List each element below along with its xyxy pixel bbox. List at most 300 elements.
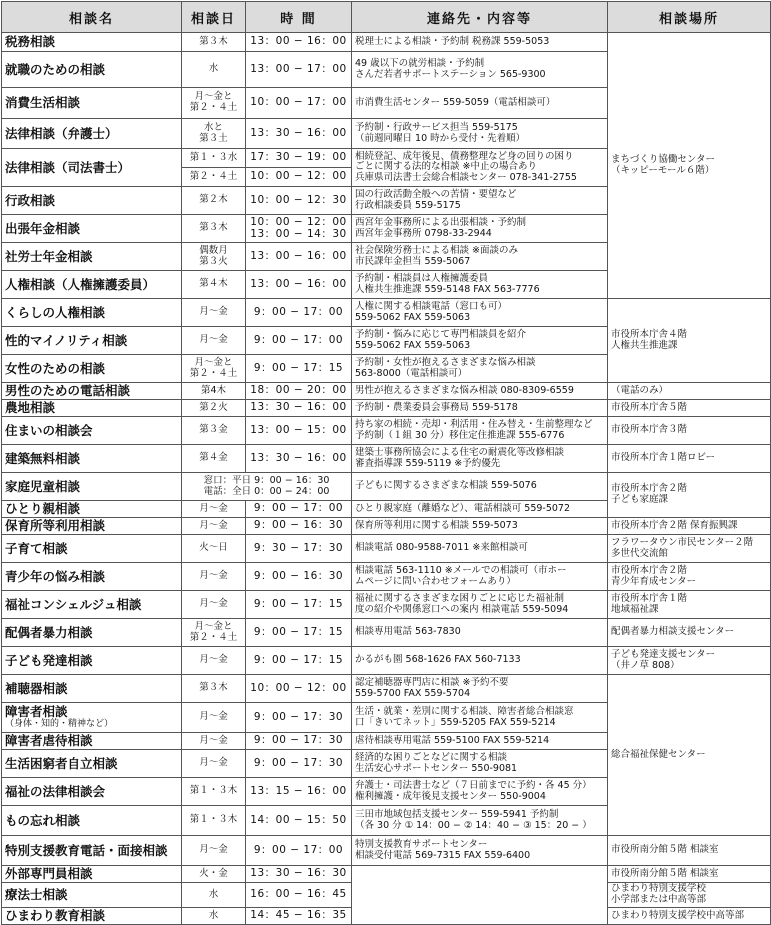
consultation-time xyxy=(246,168,352,187)
text-line: 三田市地域包括支援センター 559-5941 予約制 xyxy=(355,808,559,820)
consultation-day xyxy=(182,33,246,52)
consultation-name xyxy=(2,445,182,473)
consultation-name-text: 建築無料相談 xyxy=(5,450,81,466)
consultation-time xyxy=(246,327,352,355)
consultation-place xyxy=(608,400,771,417)
table-row xyxy=(2,417,771,445)
consultation-time xyxy=(246,778,352,806)
text-line: 火・金 xyxy=(199,867,228,879)
consultation-day xyxy=(182,675,246,703)
consultation-contact xyxy=(352,733,608,750)
table-row xyxy=(2,33,771,52)
consultation-time xyxy=(246,445,352,473)
consultation-contact xyxy=(352,271,608,299)
consultation-day xyxy=(182,355,246,383)
consultation-contact xyxy=(352,327,608,355)
consultation-contact xyxy=(352,417,608,445)
text-line: 人権共生推進課 xyxy=(611,339,678,351)
text-line: （電話のみ） xyxy=(611,384,669,396)
text-line: 水 xyxy=(208,909,219,921)
text-line: 13：00 − 16：00 xyxy=(250,277,347,290)
consultation-table xyxy=(1,1,771,925)
text-line: 相談専用電話 563-7830 xyxy=(355,626,461,638)
consultation-day xyxy=(182,703,246,733)
consultation-place xyxy=(608,675,771,836)
consultation-contact xyxy=(352,703,608,733)
table-row xyxy=(2,473,771,501)
consultation-name xyxy=(2,271,182,299)
table-row xyxy=(2,445,771,473)
table-row xyxy=(2,836,771,866)
text-line: 予約制・行政サービス担当 559-5175 xyxy=(355,121,518,133)
consultation-name-text: 法律相談（弁護士） xyxy=(5,125,118,141)
text-line: 13：30 − 16：00 xyxy=(250,401,347,414)
text-line: 559-5062 FAX 559-5063 xyxy=(355,339,471,351)
text-line: 第２木 xyxy=(199,194,228,206)
consultation-name-text: 出張年金相談 xyxy=(5,220,81,236)
consultation-name xyxy=(2,473,182,501)
text-line: 第３火 xyxy=(199,255,228,267)
consultation-contact xyxy=(352,535,608,563)
text-line: 月〜金と xyxy=(194,91,233,103)
table-row xyxy=(2,675,771,703)
consultation-time xyxy=(246,836,352,866)
text-line: 建築士事務所協会による住宅の耐震化等改修相談 xyxy=(355,446,565,458)
text-line: 度の紹介や関係窓口への案内 相談電話 559-5094 xyxy=(355,603,569,615)
consultation-time xyxy=(246,908,352,925)
consultation-day xyxy=(182,168,246,187)
consultation-place xyxy=(608,883,771,908)
consultation-name-text: 福祉コンシェルジュ相談 xyxy=(5,596,142,612)
header-day: 相談日 xyxy=(182,2,246,33)
consultation-day xyxy=(182,417,246,445)
consultation-day xyxy=(182,501,246,518)
consultation-name xyxy=(2,703,182,733)
consultation-name-note: （身体・知的・精神など） xyxy=(5,719,114,730)
text-line: 子ども発達支援センター xyxy=(611,648,716,660)
consultation-day xyxy=(182,647,246,675)
text-line: 西宮年金事務所 0798-33-2944 xyxy=(355,227,492,239)
text-line: 第４木 xyxy=(199,278,228,290)
consultation-day xyxy=(182,883,246,908)
consultation-time xyxy=(246,355,352,383)
consultation-contact xyxy=(352,675,608,703)
text-line: 9：00 − 17：00 xyxy=(253,502,344,515)
text-line: 月〜金 xyxy=(199,844,228,856)
text-line: 人権共生推進課 559-5148 FAX 563-7776 xyxy=(355,283,540,295)
consultation-day xyxy=(182,866,246,883)
consultation-name xyxy=(2,836,182,866)
consultation-name xyxy=(2,750,182,778)
text-line: 予約制・女性が抱えるさまざまな悩み相談 xyxy=(355,356,536,368)
text-line: 第３木 xyxy=(199,35,228,47)
text-line: まちづくり協働センター xyxy=(611,153,716,165)
consultation-contact xyxy=(352,866,608,925)
consultation-contact xyxy=(352,501,608,518)
consultation-time xyxy=(246,383,352,400)
text-line: 子ども家庭課 xyxy=(611,494,669,505)
consultation-name-text: ひまわり教育相談 xyxy=(5,908,106,923)
consultation-day xyxy=(182,52,246,88)
consultation-name-text: 青少年の悩み相談 xyxy=(5,568,106,584)
consultation-place xyxy=(608,473,771,518)
text-line: 偶数月 xyxy=(199,244,228,256)
consultation-name-text: もの忘れ相談 xyxy=(5,812,81,828)
consultation-time xyxy=(246,88,352,119)
consultation-day xyxy=(182,187,246,215)
text-line: 13：30 − 16：00 xyxy=(250,451,347,464)
consultation-day xyxy=(182,836,246,866)
text-line: 配偶者暴力相談支援センター xyxy=(611,626,735,638)
text-line: 権利擁護・成年後見支援センター 550-9004 xyxy=(355,790,546,802)
text-line: 水 xyxy=(208,888,219,900)
text-line: 13：00 − 17：00 xyxy=(250,62,347,75)
text-line: 予約制・悩みに応じて専門相談員を紹介 xyxy=(355,328,527,340)
table-row xyxy=(2,866,771,883)
text-line: 10：00 − 12：30 xyxy=(250,193,347,206)
consultation-contact xyxy=(352,187,608,215)
consultation-time xyxy=(246,750,352,778)
text-line: 9：00 − 17：15 xyxy=(253,625,344,638)
consultation-day xyxy=(182,563,246,591)
text-line: 電話：全日 0：00 − 24：00 xyxy=(203,485,330,497)
consultation-day xyxy=(182,806,246,836)
text-line: 月〜金と xyxy=(194,356,233,368)
consultation-time xyxy=(246,518,352,535)
consultation-day xyxy=(182,299,246,327)
consultation-day xyxy=(182,88,246,119)
consultation-name xyxy=(2,535,182,563)
consultation-name xyxy=(2,400,182,417)
consultation-contact xyxy=(352,750,608,778)
text-line: 審査指導課 559-5119 ※予約優先 xyxy=(355,457,501,469)
consultation-name-text: 子ども発達相談 xyxy=(5,652,93,668)
consultation-day xyxy=(182,327,246,355)
text-line: 多世代交流館 xyxy=(611,547,669,559)
consultation-name-text: 障害者虐待相談 xyxy=(5,733,93,748)
text-line: 子どもに関するさまざまな相談 559-5076 xyxy=(355,480,537,492)
consultation-place xyxy=(608,591,771,619)
consultation-contact xyxy=(352,383,608,400)
consultation-name-text: 法律相談（司法書士） xyxy=(5,159,131,175)
consultation-place xyxy=(608,518,771,535)
consultation-name-text: 保育所等利用相談 xyxy=(5,518,106,533)
text-line: 第３土 xyxy=(199,132,228,144)
consultation-name-text: 補聴器相談 xyxy=(5,680,68,696)
text-line: 社会保険労務士による相談 ※面談のみ xyxy=(355,244,518,256)
text-line: 13：30 − 16：30 xyxy=(250,867,347,880)
text-line: 10：00 − 12：00 xyxy=(250,170,347,183)
consultation-time xyxy=(246,619,352,647)
text-line: 第１・３木 xyxy=(189,814,238,826)
consultation-name xyxy=(2,243,182,271)
text-line: 口「きいてネット」559-5205 FAX 559-5214 xyxy=(355,716,556,728)
text-line: 第２火 xyxy=(199,401,228,413)
consultation-day xyxy=(182,591,246,619)
consultation-name xyxy=(2,383,182,400)
text-line: 月〜金 xyxy=(199,711,228,723)
text-line: 第３木 xyxy=(199,222,228,234)
text-line: 49 歳以下の就労相談・予約制 xyxy=(355,57,485,69)
text-line: 第１・３水 xyxy=(189,151,238,163)
consultation-name-text: 家庭児童相談 xyxy=(5,478,81,494)
table-body xyxy=(2,33,771,925)
consultation-name xyxy=(2,187,182,215)
consultation-day xyxy=(182,215,246,243)
text-line: 月〜金 xyxy=(199,570,228,582)
text-line: 9：00 − 17：15 xyxy=(253,597,344,610)
text-line: 総合福祉保健センター xyxy=(611,748,706,760)
text-line: 月〜金 xyxy=(199,598,228,610)
text-line: 市役所本庁舎３階 xyxy=(611,424,688,436)
consultation-name-text: 人権相談（人権擁護委員） xyxy=(5,276,156,292)
consultation-contact xyxy=(352,445,608,473)
text-line: 男性が抱えるさまざまな悩み相談 080-8309-6559 xyxy=(355,384,574,396)
consultation-contact xyxy=(352,619,608,647)
header-name: 相談名 xyxy=(2,2,182,33)
text-line: 小学部または中高等部 xyxy=(611,894,707,905)
consultation-name xyxy=(2,591,182,619)
text-line: 市役所本庁舎４階 xyxy=(611,328,688,340)
consultation-contact xyxy=(352,647,608,675)
consultation-contact xyxy=(352,400,608,417)
text-line: 市役所本庁舎２階 保育振興課 xyxy=(611,519,738,531)
text-line: 月〜金 xyxy=(199,734,228,746)
table-row xyxy=(2,299,771,327)
consultation-time xyxy=(246,733,352,750)
text-line: 西宮年金事務所による出張相談・予約制 xyxy=(355,216,527,228)
text-line: ひまわり特別支援学校 xyxy=(611,883,707,895)
text-line: 行政相談委員 559-5175 xyxy=(355,199,461,211)
text-line: 9：00 − 17：30 xyxy=(253,734,344,747)
table-row xyxy=(2,518,771,535)
text-line: 9：00 − 16：30 xyxy=(253,519,344,532)
consultation-name xyxy=(2,417,182,445)
consultation-name xyxy=(2,88,182,119)
consultation-time xyxy=(246,883,352,908)
text-line: 市役所南分館５階 相談室 xyxy=(611,867,719,879)
consultation-contact xyxy=(352,52,608,88)
consultation-name-text: 住まいの相談会 xyxy=(5,422,93,438)
consultation-name xyxy=(2,149,182,187)
text-line: 17：30 − 19：00 xyxy=(250,151,347,164)
text-line: 9：00 − 17：30 xyxy=(253,756,344,769)
text-line: ごとに関する法的な相談 ※中止の場合あり xyxy=(355,161,537,173)
text-line: 人権に関する相談電話（窓口も可） xyxy=(355,300,508,312)
consultation-time xyxy=(246,703,352,733)
consultation-name xyxy=(2,908,182,925)
text-line: 559-5700 FAX 559-5704 xyxy=(355,687,471,699)
consultation-time xyxy=(246,33,352,52)
text-line: 保育所等利用に関する相談 559-5073 xyxy=(355,519,518,531)
consultation-name-text: 特別支援教育電話・面接相談 xyxy=(5,842,168,858)
table-row xyxy=(2,383,771,400)
text-line: 予約制・相談員は人権擁護委員 xyxy=(355,272,489,284)
consultation-name xyxy=(2,647,182,675)
text-line: 9：00 − 17：00 xyxy=(253,333,344,346)
consultation-name-text: くらしの人権相談 xyxy=(5,304,106,320)
consultation-place xyxy=(608,908,771,925)
text-line: 10：00 − 12：00 xyxy=(250,681,347,694)
text-line: 相談電話 080-9588-7011 ※来館相談可 xyxy=(355,542,528,554)
consultation-name-text: 消費生活相談 xyxy=(5,95,81,110)
text-line: 税理士による相談・予約制 税務課 559-5053 xyxy=(355,35,550,47)
consultation-name-text: 社労士年金相談 xyxy=(5,248,93,264)
consultation-name xyxy=(2,778,182,806)
consultation-name-text: ひとり親相談 xyxy=(5,501,81,516)
text-line: 市役所本庁舎５階 xyxy=(611,401,688,413)
consultation-time xyxy=(246,215,352,243)
consultation-place xyxy=(608,535,771,563)
consultation-place xyxy=(608,445,771,473)
consultation-time xyxy=(246,563,352,591)
consultation-time xyxy=(246,647,352,675)
text-line: 第２・４土 xyxy=(189,170,238,182)
text-line: 経済的な困りごとなどに関する相談 xyxy=(355,751,508,763)
consultation-time xyxy=(246,119,352,149)
text-line: 14：45 − 16：35 xyxy=(250,909,347,922)
text-line: 第１・３木 xyxy=(189,785,238,797)
consultation-name-text: 子育て相談 xyxy=(5,540,68,556)
consultation-name xyxy=(2,33,182,52)
text-line: 14：00 − 15：50 xyxy=(250,813,347,826)
consultation-name xyxy=(2,883,182,908)
text-line: 月〜金 xyxy=(199,519,228,531)
text-line: 13：30 − 16：00 xyxy=(250,126,347,139)
text-line: 第３木 xyxy=(199,682,228,694)
consultation-day xyxy=(182,445,246,473)
consultation-name-text: 福祉の法律相談会 xyxy=(5,783,106,799)
text-line: 水 xyxy=(208,63,219,75)
table-row xyxy=(2,647,771,675)
consultation-name-text: 障害者相談 xyxy=(5,704,68,720)
consultation-time xyxy=(246,149,352,168)
consultation-name xyxy=(2,327,182,355)
text-line: 9：30 − 17：30 xyxy=(253,541,344,554)
text-line: 青少年育成センター xyxy=(611,575,697,587)
text-line: 市役所本庁舎２階 xyxy=(611,564,688,576)
consultation-place xyxy=(608,417,771,445)
header-place: 相談場所 xyxy=(608,2,771,33)
consultation-contact xyxy=(352,836,608,866)
text-line: 兵庫県司法書士会総合相談センター 078-341-2755 xyxy=(355,171,577,183)
consultation-time xyxy=(246,299,352,327)
consultation-day xyxy=(182,243,246,271)
consultation-name xyxy=(2,518,182,535)
text-line: 第4木 xyxy=(200,384,227,396)
text-line: ひまわり特別支援学校中高等部 xyxy=(611,909,745,921)
text-line: 第２・４土 xyxy=(189,102,238,113)
consultation-name-text: 女性のための相談 xyxy=(5,360,106,376)
text-line: 13：00 − 16：00 xyxy=(250,35,347,48)
text-line: ムページに問い合わせフォームあり） xyxy=(355,575,516,587)
consultation-name xyxy=(2,675,182,703)
text-line: 市役所本庁舎２階 xyxy=(611,483,688,495)
consultation-contact xyxy=(352,473,608,501)
text-line: （井ノ草 808） xyxy=(611,659,680,671)
text-line: （キッピーモール６階） xyxy=(611,164,715,176)
text-line: 市役所南分館５階 相談室 xyxy=(611,844,719,856)
consultation-day xyxy=(182,619,246,647)
text-line: 弁護士・司法書士など（７日前までに予約・各 45 分） xyxy=(355,779,592,791)
consultation-place xyxy=(608,619,771,647)
text-line: 9：00 − 17：15 xyxy=(253,361,344,374)
consultation-contact xyxy=(352,563,608,591)
text-line: 月〜金と xyxy=(194,620,233,632)
consultation-name xyxy=(2,733,182,750)
consultation-name-text: 就職のための相談 xyxy=(5,61,106,77)
consultation-day xyxy=(182,518,246,535)
text-line: 国の行政活動全般への苦情・要望など xyxy=(355,188,517,200)
text-line: 13：15 − 16：00 xyxy=(250,784,347,797)
consultation-contact xyxy=(352,88,608,119)
consultation-day xyxy=(182,383,246,400)
consultation-place xyxy=(608,563,771,591)
consultation-time xyxy=(246,400,352,417)
consultation-day xyxy=(182,750,246,778)
consultation-name xyxy=(2,501,182,518)
consultation-contact xyxy=(352,119,608,149)
text-line: 生活・就業・差別に関する相談、障害者総合相談窓 xyxy=(355,705,574,717)
text-line: 563-8000（電話相談可） xyxy=(355,367,468,379)
consultation-place xyxy=(608,299,771,383)
table-row xyxy=(2,563,771,591)
consultation-place xyxy=(608,383,771,400)
consultation-day-time xyxy=(182,473,352,501)
consultation-time xyxy=(246,591,352,619)
text-line: 9：00 − 17：30 xyxy=(253,710,344,723)
consultation-day xyxy=(182,908,246,925)
text-line: 9：00 − 17：00 xyxy=(253,843,344,856)
text-line: 認定補聴器専門店に相談 ※予約不要 xyxy=(355,676,509,688)
text-line: 予約制・農業委員会事務局 559-5178 xyxy=(355,401,518,413)
header-time: 時 間 xyxy=(246,2,352,33)
consultation-place xyxy=(608,836,771,866)
consultation-name-text: 農地相談 xyxy=(5,400,56,415)
text-line: 水と xyxy=(203,121,223,133)
text-line: 生活安心サポートセンター 550-9081 xyxy=(355,762,518,774)
consultation-name xyxy=(2,619,182,647)
consultation-day xyxy=(182,733,246,750)
consultation-day xyxy=(182,400,246,417)
text-line: 13：00 − 14：30 xyxy=(250,227,347,240)
text-line: 虐待相談専用電話 559-5100 FAX 559-5214 xyxy=(355,734,550,746)
text-line: 火〜日 xyxy=(199,542,228,554)
text-line: 月〜金 xyxy=(199,334,228,346)
consultation-day xyxy=(182,149,246,168)
text-line: フラワータウン市民センター２階 xyxy=(611,536,754,548)
text-line: 10：00 − 12：00 xyxy=(250,215,347,228)
table-row xyxy=(2,619,771,647)
consultation-place xyxy=(608,647,771,675)
consultation-time xyxy=(246,501,352,518)
text-line: 市役所本庁舎１階ロビー xyxy=(611,452,716,464)
text-line: さんだ若者サポートステーション 565-9300 xyxy=(355,68,546,80)
text-line: 10：00 − 17：00 xyxy=(250,96,347,109)
text-line: （各 30 分 ① 14：00 − ② 14：40 − ③ 15：20 − ） xyxy=(355,819,592,831)
header-contact: 連絡先・内容等 xyxy=(352,2,608,33)
table-row xyxy=(2,591,771,619)
text-line: 月〜金 xyxy=(199,757,228,769)
consultation-time xyxy=(246,187,352,215)
consultation-place xyxy=(608,866,771,883)
table-row xyxy=(2,535,771,563)
consultation-contact xyxy=(352,518,608,535)
text-line: 市民課年金担当 559-5067 xyxy=(355,255,471,267)
text-line: 第２・４土 xyxy=(189,631,238,643)
text-line: かるがも園 568-1626 FAX 560-7133 xyxy=(355,654,521,666)
consultation-time xyxy=(246,271,352,299)
